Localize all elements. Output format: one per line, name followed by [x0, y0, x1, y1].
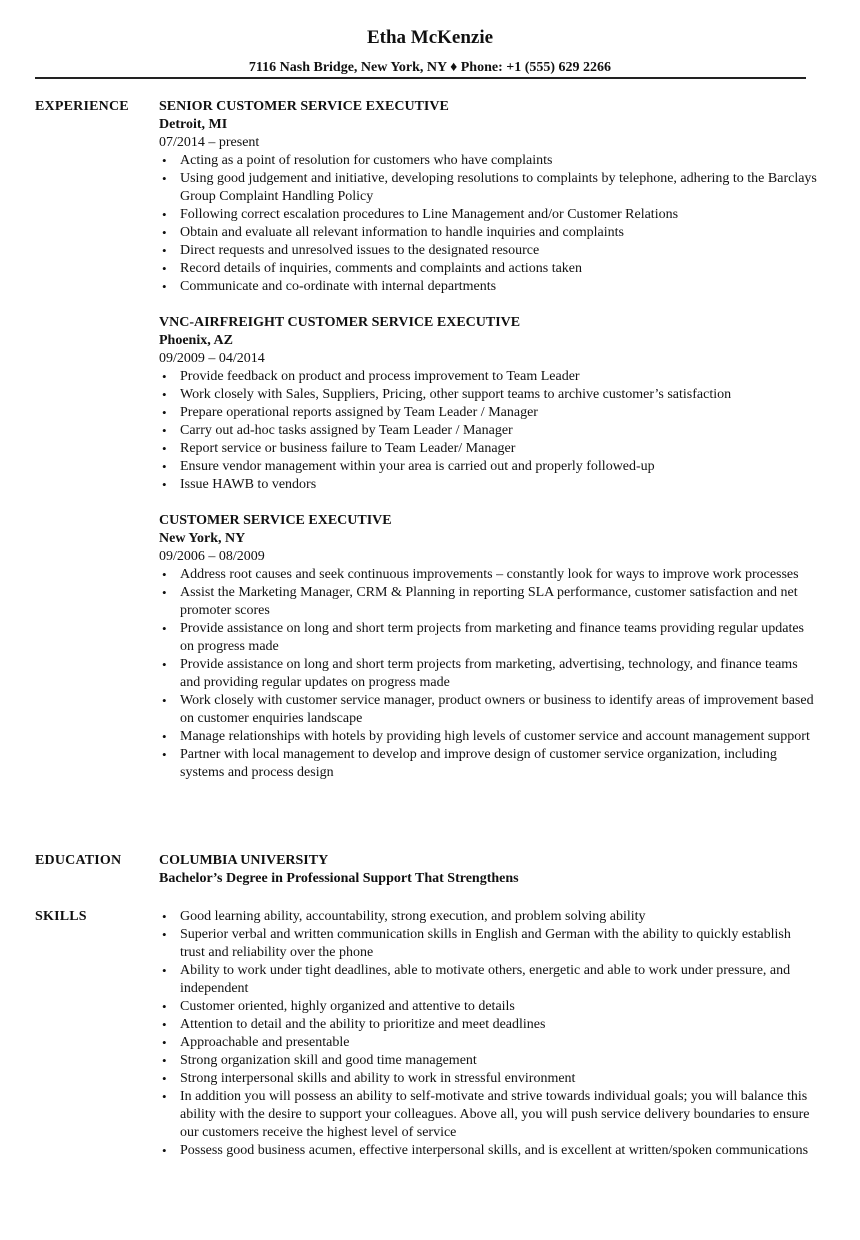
bullet-icon: • [162, 747, 167, 762]
skills-body [159, 908, 819, 1160]
job-location: Phoenix, AZ [159, 333, 233, 348]
bullet-icon: • [162, 1017, 167, 1032]
contact-line: 7116 Nash Bridge, New York, NY ♦ Phone: +1 (555) 629 2266 [248, 60, 612, 75]
bullet-icon: • [162, 387, 167, 402]
job-duties-list [159, 566, 819, 782]
education-body [159, 852, 819, 888]
bullet-icon: • [162, 729, 167, 744]
list-item: • Carry out ad-hoc tasks assigned by Team Leader / Manager [162, 423, 513, 438]
school-name: COLUMBIA UNIVERSITY [159, 853, 329, 868]
bullet-icon: • [162, 909, 167, 924]
bullet-icon: • [162, 1035, 167, 1050]
list-item: • Obtain and evaluate all relevant information to handle inquiries and complaints [162, 225, 624, 240]
bullet-icon: • [162, 927, 167, 942]
job-entry [159, 98, 819, 296]
job-entry [159, 512, 819, 782]
bullet-icon: • [162, 459, 167, 474]
list-item: • Attention to detail and the ability to prioritize and meet deadlines [162, 1017, 546, 1032]
skills-list [159, 908, 819, 1160]
list-item: • Approachable and presentable [162, 1035, 350, 1050]
list-item: • Direct requests and unresolved issues to the designated resource [162, 243, 540, 258]
list-item: • Ability to work under tight deadlines, able to motivate others, energetic and able to work under pressure, and independent [162, 963, 791, 996]
list-item: • Strong interpersonal skills and ability to work in stressful environment [162, 1071, 576, 1086]
bullet-icon: • [162, 405, 167, 420]
experience-body [159, 98, 819, 800]
bullet-icon: • [162, 369, 167, 384]
bullet-icon: • [162, 261, 167, 276]
bullet-icon: • [162, 207, 167, 222]
job-dates: 07/2014 – present [159, 135, 260, 150]
list-item: • Partner with local management to develop and improve design of customer service organization, including systems and process design [162, 747, 777, 780]
bullet-icon: • [162, 153, 167, 168]
job-duties-list [159, 368, 819, 494]
experience-label: EXPERIENCE [35, 99, 129, 114]
list-item: • Ensure vendor management within your area is carried out and properly followed-up [162, 459, 655, 474]
bullet-icon: • [162, 1053, 167, 1068]
job-title: VNC-AIRFREIGHT CUSTOMER SERVICE EXECUTIVE [159, 315, 521, 330]
education-label: EDUCATION [35, 853, 122, 868]
job-dates: 09/2006 – 08/2009 [159, 549, 265, 564]
list-item: • Communicate and co-ordinate with internal departments [162, 279, 497, 294]
list-item: • Superior verbal and written communication skills in English and German with the ability to quickly establish trust and reliability over the phone [162, 927, 791, 960]
bullet-icon: • [162, 1143, 167, 1158]
bullet-icon: • [162, 477, 167, 492]
bullet-icon: • [162, 225, 167, 240]
list-item: • Possess good business acumen, effective interpersonal skills, and is excellent at written/spoken communications [162, 1143, 809, 1158]
list-item: • Strong organization skill and good time management [162, 1053, 477, 1068]
skills-label: SKILLS [35, 909, 87, 924]
list-item: • Provide feedback on product and process improvement to Team Leader [162, 369, 580, 384]
job-title: CUSTOMER SERVICE EXECUTIVE [159, 513, 392, 528]
bullet-icon: • [162, 999, 167, 1014]
bullet-icon: • [162, 585, 167, 600]
list-item: • Address root causes and seek continuous improvements – constantly look for ways to improve work processes [162, 567, 799, 582]
list-item: • Manage relationships with hotels by providing high levels of customer service and account management support [162, 729, 810, 744]
bullet-icon: • [162, 1071, 167, 1086]
list-item: • Issue HAWB to vendors [162, 477, 317, 492]
list-item: • Provide assistance on long and short term projects from marketing and finance teams providing regular updates on progress made [162, 621, 804, 654]
list-item: • Record details of inquiries, comments and complaints and actions taken [162, 261, 583, 276]
job-location: New York, NY [159, 531, 246, 546]
list-item: • Provide assistance on long and short term projects from marketing, advertising, technology, and finance teams and providing regular updates on progress made [162, 657, 798, 690]
list-item: • Assist the Marketing Manager, CRM & Planning in reporting SLA performance, customer satisfaction and net promoter scores [162, 585, 798, 618]
list-item: • In addition you will possess an ability to self-motivate and strive towards individual goals; you will balance this ability with the desire to support your colleagues. Above all, you will push service delivery boundaries to ensure our customers receive the highest level of service [162, 1089, 810, 1140]
bullet-icon: • [162, 243, 167, 258]
bullet-icon: • [162, 567, 167, 582]
bullet-icon: • [162, 963, 167, 978]
bullet-icon: • [162, 171, 167, 186]
bullet-icon: • [162, 441, 167, 456]
bullet-icon: • [162, 621, 167, 636]
header-divider [35, 77, 806, 79]
list-item: • Prepare operational reports assigned by Team Leader / Manager [162, 405, 538, 420]
list-item: • Report service or business failure to Team Leader/ Manager [162, 441, 516, 456]
job-title: SENIOR CUSTOMER SERVICE EXECUTIVE [159, 99, 449, 114]
degree-name: Bachelor’s Degree in Professional Support That Strengthens [159, 871, 519, 886]
bullet-icon: • [162, 423, 167, 438]
job-dates: 09/2009 – 04/2014 [159, 351, 265, 366]
candidate-name: Etha McKenzie [366, 27, 494, 48]
list-item: • Customer oriented, highly organized and attentive to details [162, 999, 515, 1014]
list-item: • Work closely with customer service manager, product owners or business to identify areas of improvement based on customer enquiries landscape [162, 693, 814, 726]
job-entry [159, 314, 819, 494]
bullet-icon: • [162, 1089, 167, 1104]
bullet-icon: • [162, 693, 167, 708]
list-item: • Work closely with Sales, Suppliers, Pricing, other support teams to archive customer’s satisfaction [162, 387, 732, 402]
list-item: • Following correct escalation procedures to Line Management and/or Customer Relations [162, 207, 679, 222]
list-item: • Good learning ability, accountability, strong execution, and problem solving ability [162, 909, 646, 924]
list-item: • Using good judgement and initiative, developing resolutions to complaints by telephone, adhering to the Barclays Group Complaint Handling Policy [162, 171, 817, 204]
list-item: • Acting as a point of resolution for customers who have complaints [162, 153, 553, 168]
job-location: Detroit, MI [159, 117, 228, 132]
job-duties-list [159, 152, 819, 296]
bullet-icon: • [162, 279, 167, 294]
bullet-icon: • [162, 657, 167, 672]
